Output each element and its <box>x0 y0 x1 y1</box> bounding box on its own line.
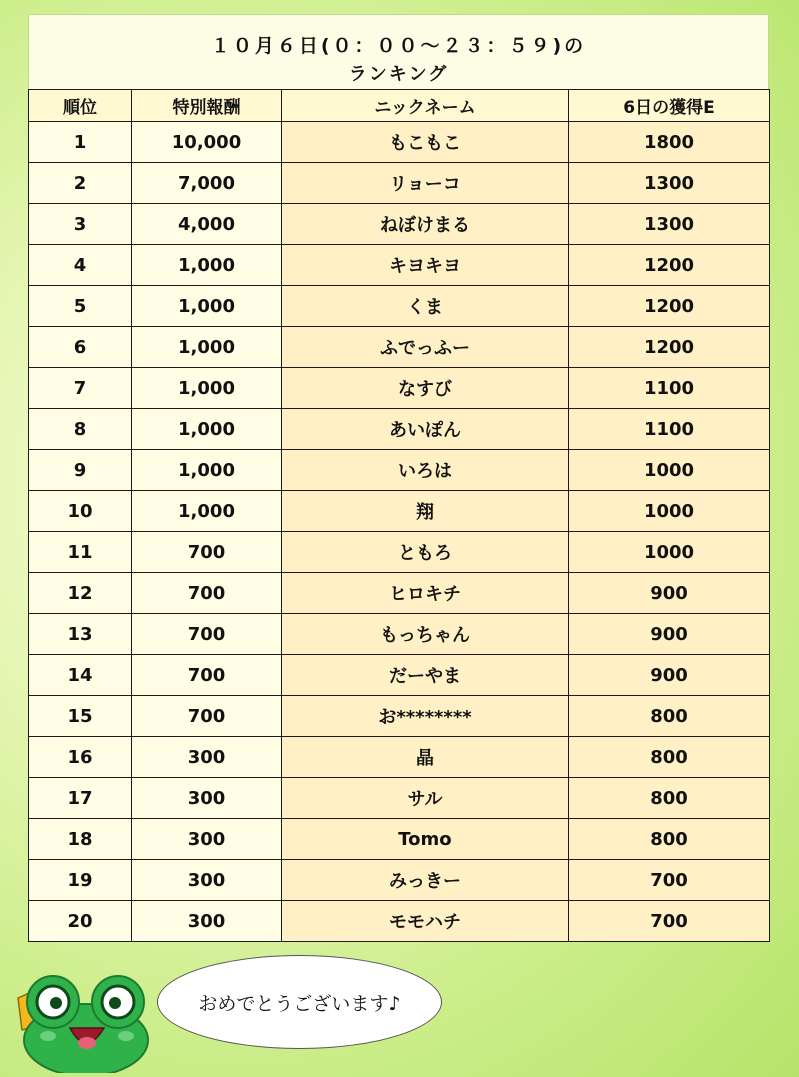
earned-cell: 700 <box>569 901 770 942</box>
prize-cell: 4,000 <box>132 204 282 245</box>
nickname-cell: もっちゃん <box>282 614 569 655</box>
rank-cell: 11 <box>29 532 132 573</box>
prize-cell: 700 <box>132 696 282 737</box>
prize-cell: 10,000 <box>132 122 282 163</box>
rank-cell: 14 <box>29 655 132 696</box>
table-header-row <box>29 90 770 122</box>
table-row <box>29 491 770 532</box>
nickname-cell: 晶 <box>282 737 569 778</box>
earned-cell: 1200 <box>569 286 770 327</box>
earned-cell: 700 <box>569 860 770 901</box>
table-row <box>29 778 770 819</box>
nickname-cell: ふでっふー <box>282 327 569 368</box>
earned-cell: 800 <box>569 819 770 860</box>
rank-cell: 4 <box>29 245 132 286</box>
nickname-cell: ねぼけまる <box>282 204 569 245</box>
earned-cell: 1300 <box>569 204 770 245</box>
table-row <box>29 450 770 491</box>
prize-cell: 300 <box>132 737 282 778</box>
table-row <box>29 409 770 450</box>
header-earned: 6日の獲得E <box>569 90 770 122</box>
prize-cell: 1,000 <box>132 327 282 368</box>
header-nickname: ニックネーム <box>282 90 569 122</box>
rank-cell: 7 <box>29 368 132 409</box>
prize-cell: 700 <box>132 532 282 573</box>
table-row <box>29 532 770 573</box>
nickname-cell: キヨキヨ <box>282 245 569 286</box>
nickname-cell: ヒロキチ <box>282 573 569 614</box>
table-row <box>29 204 770 245</box>
rank-cell: 12 <box>29 573 132 614</box>
table-row <box>29 286 770 327</box>
title-line-2: ランキング <box>348 64 449 85</box>
rank-cell: 19 <box>29 860 132 901</box>
earned-cell: 1000 <box>569 491 770 532</box>
table-row <box>29 737 770 778</box>
earned-cell: 800 <box>569 778 770 819</box>
table-row <box>29 245 770 286</box>
table-row <box>29 901 770 942</box>
rank-cell: 16 <box>29 737 132 778</box>
nickname-cell: お******** <box>282 696 569 737</box>
earned-cell: 1200 <box>569 327 770 368</box>
table-row <box>29 655 770 696</box>
prize-cell: 700 <box>132 614 282 655</box>
rank-cell: 17 <box>29 778 132 819</box>
rank-cell: 10 <box>29 491 132 532</box>
nickname-cell: あいぽん <box>282 409 569 450</box>
earned-cell: 900 <box>569 655 770 696</box>
earned-cell: 1100 <box>569 368 770 409</box>
nickname-cell: だーやま <box>282 655 569 696</box>
rank-cell: 5 <box>29 286 132 327</box>
table-row <box>29 122 770 163</box>
nickname-cell: くま <box>282 286 569 327</box>
table-row <box>29 819 770 860</box>
rank-cell: 8 <box>29 409 132 450</box>
earned-cell: 1000 <box>569 532 770 573</box>
prize-cell: 1,000 <box>132 409 282 450</box>
rank-cell: 15 <box>29 696 132 737</box>
table-row <box>29 163 770 204</box>
congrats-speech-bubble <box>157 955 442 1049</box>
ranking-table <box>28 89 770 942</box>
earned-cell: 1100 <box>569 409 770 450</box>
title-line-1: １０月６日(０：００〜２３：５９)の <box>210 35 587 57</box>
table-row <box>29 860 770 901</box>
prize-cell: 1,000 <box>132 245 282 286</box>
table-row <box>29 573 770 614</box>
ranking-title <box>28 14 769 90</box>
prize-cell: 7,000 <box>132 163 282 204</box>
nickname-cell: Tomo <box>282 819 569 860</box>
rank-cell: 3 <box>29 204 132 245</box>
earned-cell: 1200 <box>569 245 770 286</box>
earned-cell: 1300 <box>569 163 770 204</box>
nickname-cell: リョーコ <box>282 163 569 204</box>
table-row <box>29 327 770 368</box>
earned-cell: 800 <box>569 737 770 778</box>
prize-cell: 300 <box>132 901 282 942</box>
nickname-cell: ともろ <box>282 532 569 573</box>
nickname-cell: モモハチ <box>282 901 569 942</box>
prize-cell: 700 <box>132 573 282 614</box>
earned-cell: 1800 <box>569 122 770 163</box>
rank-cell: 6 <box>29 327 132 368</box>
nickname-cell: いろは <box>282 450 569 491</box>
earned-cell: 1000 <box>569 450 770 491</box>
prize-cell: 1,000 <box>132 286 282 327</box>
prize-cell: 300 <box>132 860 282 901</box>
nickname-cell: サル <box>282 778 569 819</box>
prize-cell: 1,000 <box>132 491 282 532</box>
earned-cell: 800 <box>569 696 770 737</box>
congrats-message: おめでとうございます♪ <box>198 992 401 1015</box>
nickname-cell: もこもこ <box>282 122 569 163</box>
prize-cell: 700 <box>132 655 282 696</box>
nickname-cell: 翔 <box>282 491 569 532</box>
rank-cell: 18 <box>29 819 132 860</box>
earned-cell: 900 <box>569 614 770 655</box>
rank-cell: 9 <box>29 450 132 491</box>
rank-cell: 13 <box>29 614 132 655</box>
prize-cell: 300 <box>132 819 282 860</box>
frog-mascot-icon <box>6 968 156 1077</box>
header-prize: 特別報酬 <box>132 90 282 122</box>
rank-cell: 1 <box>29 122 132 163</box>
prize-cell: 1,000 <box>132 450 282 491</box>
earned-cell: 900 <box>569 573 770 614</box>
rank-cell: 2 <box>29 163 132 204</box>
prize-cell: 1,000 <box>132 368 282 409</box>
prize-cell: 300 <box>132 778 282 819</box>
nickname-cell: なすび <box>282 368 569 409</box>
table-row <box>29 696 770 737</box>
table-row <box>29 614 770 655</box>
table-row <box>29 368 770 409</box>
header-rank: 順位 <box>29 90 132 122</box>
rank-cell: 20 <box>29 901 132 942</box>
nickname-cell: みっきー <box>282 860 569 901</box>
